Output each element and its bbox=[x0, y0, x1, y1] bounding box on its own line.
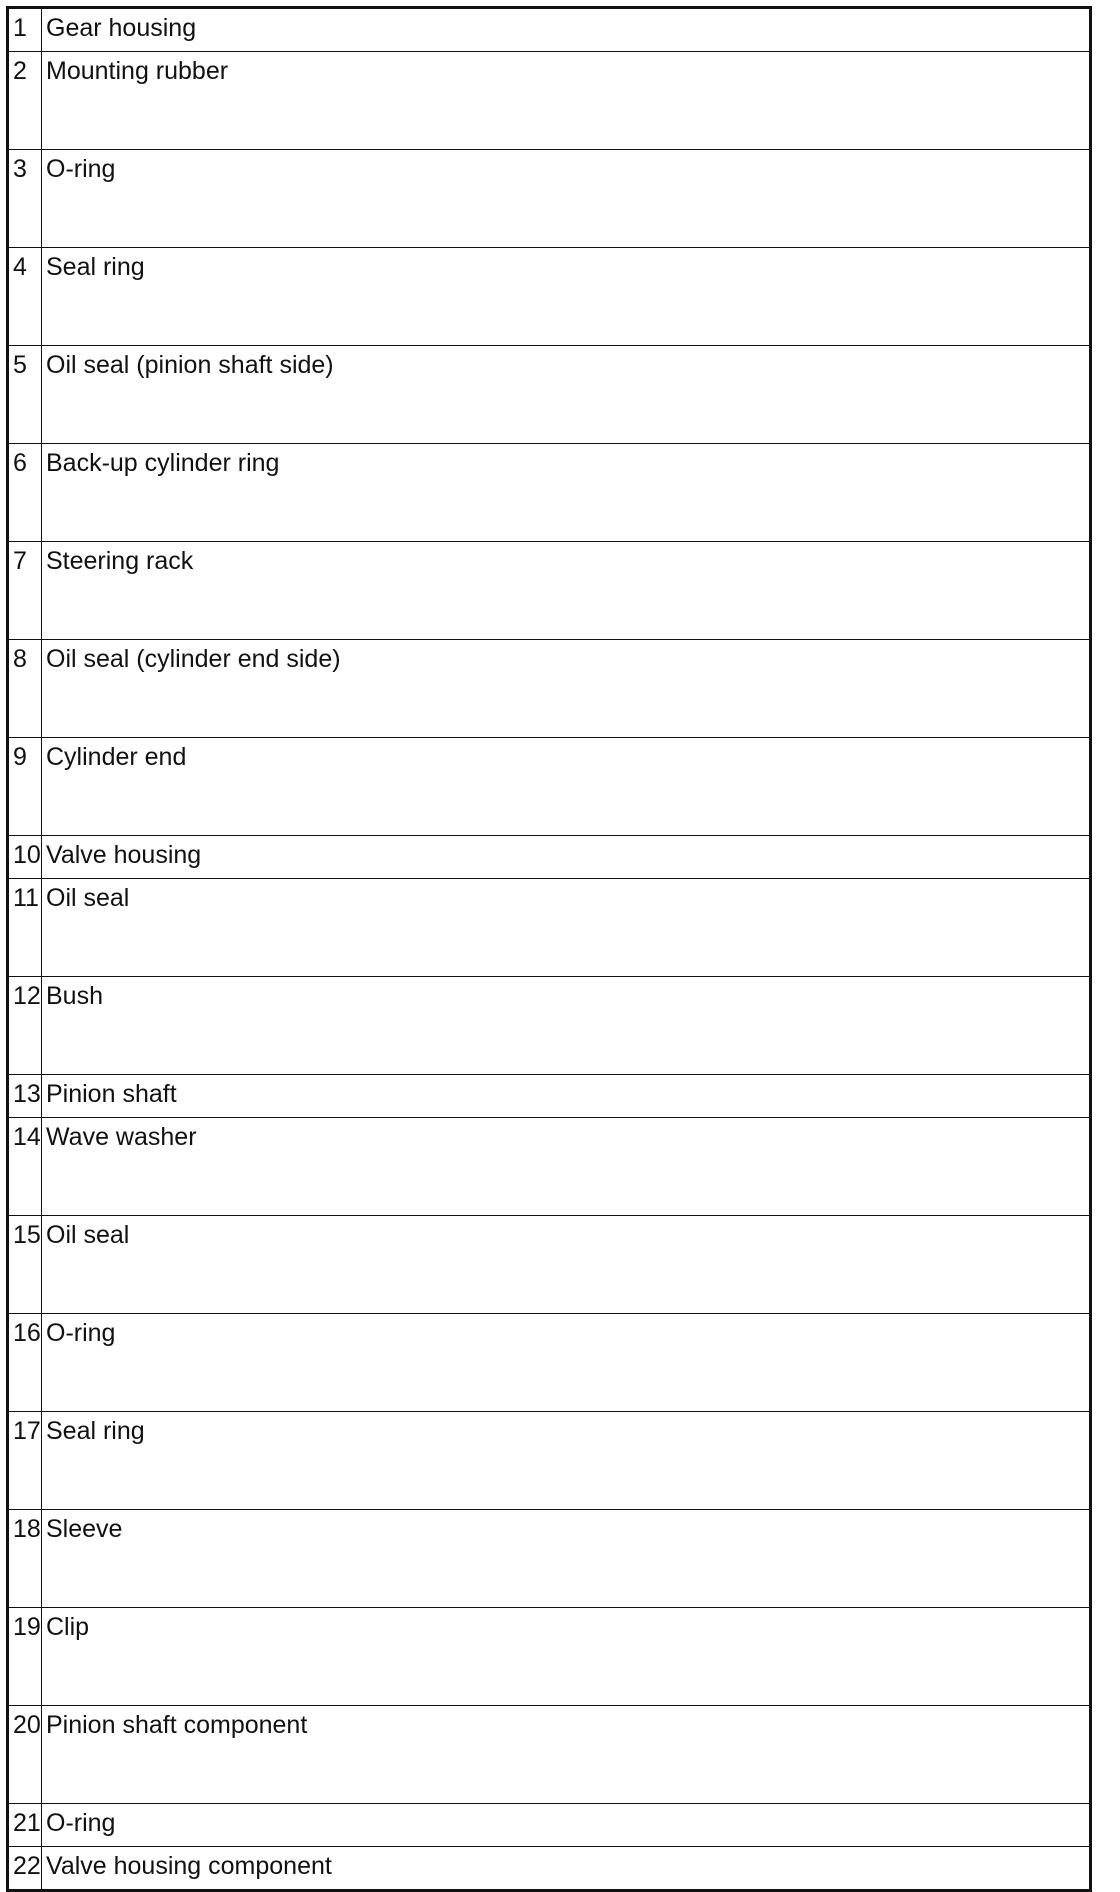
part-name-cell: Mounting rubber bbox=[42, 52, 1091, 150]
table-row bbox=[8, 640, 1091, 738]
part-number-cell: 2 bbox=[8, 52, 42, 150]
table-row bbox=[8, 1608, 1091, 1706]
part-name-cell: Oil seal bbox=[42, 1216, 1091, 1314]
table-row bbox=[8, 8, 1091, 52]
part-name-cell: Back-up cylinder ring bbox=[42, 444, 1091, 542]
table-row bbox=[8, 52, 1091, 150]
table-row bbox=[8, 977, 1091, 1075]
table-row bbox=[8, 1804, 1091, 1847]
part-number-cell: 6 bbox=[8, 444, 42, 542]
part-number-cell: 10 bbox=[8, 836, 42, 879]
part-number-cell: 17 bbox=[8, 1412, 42, 1510]
part-name-cell: Oil seal (pinion shaft side) bbox=[42, 346, 1091, 444]
table-row bbox=[8, 542, 1091, 640]
table-row bbox=[8, 1216, 1091, 1314]
part-name-cell: Oil seal bbox=[42, 879, 1091, 977]
table-row bbox=[8, 1412, 1091, 1510]
table-row bbox=[8, 836, 1091, 879]
table-row bbox=[8, 1510, 1091, 1608]
part-name-cell: Pinion shaft bbox=[42, 1075, 1091, 1118]
table-row bbox=[8, 248, 1091, 346]
part-number-cell: 3 bbox=[8, 150, 42, 248]
part-number-cell: 14 bbox=[8, 1118, 42, 1216]
table-row bbox=[8, 1706, 1091, 1804]
part-name-cell: Wave washer bbox=[42, 1118, 1091, 1216]
table-row bbox=[8, 1847, 1091, 1891]
part-name-cell: O-ring bbox=[42, 1804, 1091, 1847]
part-number-cell: 16 bbox=[8, 1314, 42, 1412]
part-name-cell: Valve housing bbox=[42, 836, 1091, 879]
part-name-cell: Pinion shaft component bbox=[42, 1706, 1091, 1804]
part-number-cell: 15 bbox=[8, 1216, 42, 1314]
part-name-cell: Valve housing component bbox=[42, 1847, 1091, 1891]
part-name-cell: Seal ring bbox=[42, 248, 1091, 346]
part-number-cell: 18 bbox=[8, 1510, 42, 1608]
table-row bbox=[8, 444, 1091, 542]
part-name-cell: Sleeve bbox=[42, 1510, 1091, 1608]
part-number-cell: 11 bbox=[8, 879, 42, 977]
part-name-cell: Gear housing bbox=[42, 8, 1091, 52]
parts-table-body bbox=[8, 8, 1091, 1891]
table-row bbox=[8, 738, 1091, 836]
part-name-cell: O-ring bbox=[42, 1314, 1091, 1412]
part-number-cell: 19 bbox=[8, 1608, 42, 1706]
part-number-cell: 9 bbox=[8, 738, 42, 836]
part-name-cell: Clip bbox=[42, 1608, 1091, 1706]
part-number-cell: 5 bbox=[8, 346, 42, 444]
part-number-cell: 1 bbox=[8, 8, 42, 52]
part-name-cell: Cylinder end bbox=[42, 738, 1091, 836]
part-number-cell: 22 bbox=[8, 1847, 42, 1891]
table-row bbox=[8, 1314, 1091, 1412]
part-name-cell: Seal ring bbox=[42, 1412, 1091, 1510]
parts-table bbox=[6, 6, 1092, 1892]
table-row bbox=[8, 1075, 1091, 1118]
part-number-cell: 13 bbox=[8, 1075, 42, 1118]
part-name-cell: O-ring bbox=[42, 150, 1091, 248]
table-row bbox=[8, 346, 1091, 444]
part-number-cell: 4 bbox=[8, 248, 42, 346]
part-number-cell: 8 bbox=[8, 640, 42, 738]
part-number-cell: 20 bbox=[8, 1706, 42, 1804]
table-row bbox=[8, 1118, 1091, 1216]
part-name-cell: Oil seal (cylinder end side) bbox=[42, 640, 1091, 738]
part-name-cell: Bush bbox=[42, 977, 1091, 1075]
table-row bbox=[8, 150, 1091, 248]
table-row bbox=[8, 879, 1091, 977]
part-name-cell: Steering rack bbox=[42, 542, 1091, 640]
part-number-cell: 12 bbox=[8, 977, 42, 1075]
part-number-cell: 7 bbox=[8, 542, 42, 640]
part-number-cell: 21 bbox=[8, 1804, 42, 1847]
